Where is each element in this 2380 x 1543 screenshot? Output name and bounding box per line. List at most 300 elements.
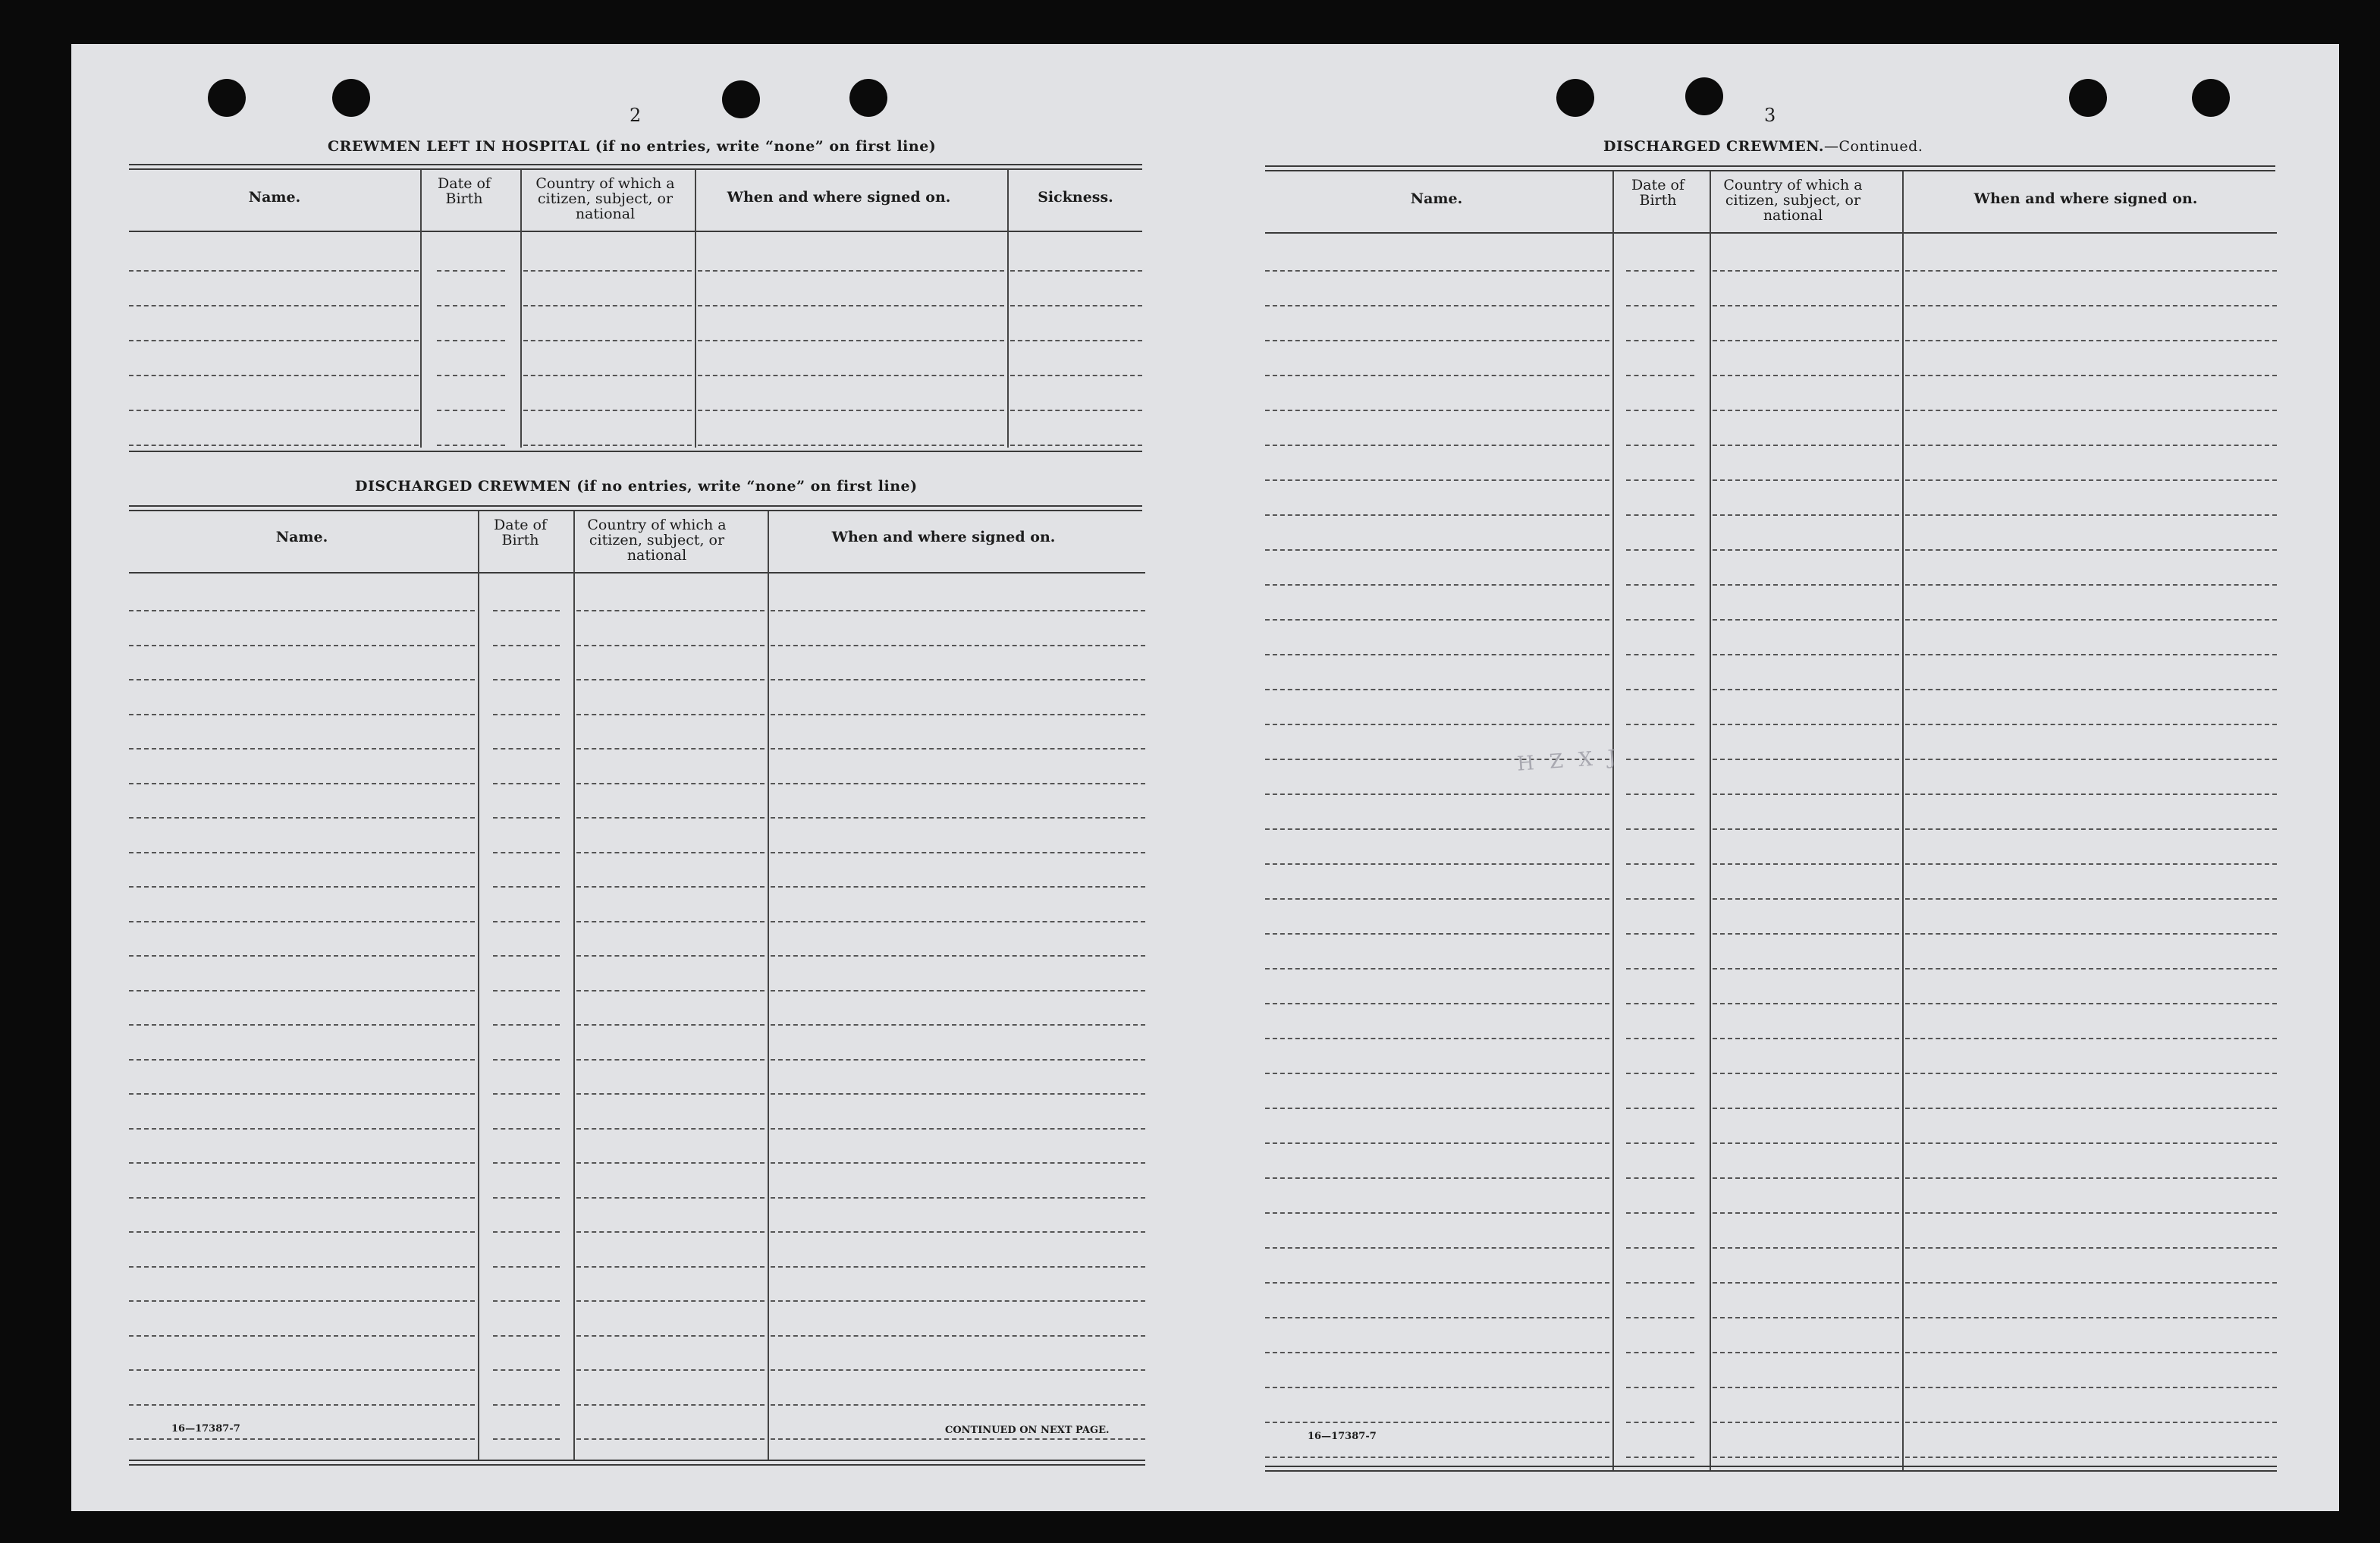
ruled-line (493, 817, 560, 819)
ruled-line (1265, 619, 1609, 621)
ruled-line (129, 714, 475, 715)
discharged-section-title (355, 478, 918, 495)
ruled-line (1265, 410, 1609, 411)
ruled-line (1713, 933, 1899, 935)
ruled-line (1713, 863, 1899, 865)
ruled-line (1713, 1073, 1899, 1074)
ruled-line (493, 1369, 560, 1371)
ruled-line (698, 445, 1004, 446)
ruled-line (1713, 619, 1899, 621)
continued-col-signed: When and where signed on. (1973, 190, 2198, 207)
ruled-line (523, 270, 692, 272)
discharged-col-dob: Date of Birth (494, 517, 547, 548)
ruled-line (1626, 445, 1694, 446)
ruled-line (129, 1404, 475, 1406)
continued-title-note: —Continued. (1824, 138, 1923, 155)
punch-hole (1685, 77, 1723, 115)
ruled-line (1626, 340, 1694, 341)
ruled-line (1010, 340, 1142, 341)
ruled-line (437, 410, 505, 411)
ruled-line (493, 783, 560, 784)
ruled-line (1905, 479, 2277, 481)
discharged-header-rule (129, 572, 1145, 574)
ruled-line (1265, 1038, 1609, 1039)
ruled-line (129, 955, 475, 957)
ruled-line (771, 886, 1145, 888)
ruled-line (1265, 793, 1609, 795)
ruled-line (1713, 514, 1899, 516)
ruled-line (1010, 410, 1142, 411)
ruled-line (1626, 1177, 1694, 1179)
ruled-line (1905, 270, 2277, 272)
ruled-line (129, 852, 475, 853)
ruled-line (1265, 898, 1609, 900)
ruled-line (1010, 375, 1142, 376)
ruled-line (576, 1024, 765, 1026)
ruled-line (1265, 584, 1609, 586)
ruled-line (1905, 828, 2277, 830)
ruled-line (1713, 1317, 1899, 1318)
ruled-line (493, 1404, 560, 1406)
page-number-right: 3 (1764, 105, 1776, 126)
ruled-line (1626, 828, 1694, 830)
ruled-line (576, 921, 765, 922)
ruled-line (1713, 1142, 1899, 1144)
ruled-line (1626, 689, 1694, 690)
ruled-line (1265, 1108, 1609, 1109)
ruled-line (771, 1438, 1145, 1440)
ruled-line (1265, 549, 1609, 551)
ruled-line (576, 852, 765, 853)
ruled-line (576, 1438, 765, 1440)
ruled-line (771, 1404, 1145, 1406)
discharged-col-country: Country of which a citizen, subject, or national (587, 517, 727, 564)
ruled-line (576, 1335, 765, 1337)
ruled-line (1713, 1212, 1899, 1214)
ruled-line (576, 610, 765, 611)
ruled-line (129, 1093, 475, 1095)
ruled-line (698, 305, 1004, 306)
ruled-line (1265, 1317, 1609, 1318)
hospital-top-rule-2 (129, 168, 1142, 170)
ruled-line (493, 645, 560, 646)
ruled-line (1626, 1247, 1694, 1249)
ruled-line (1265, 724, 1609, 725)
hospital-col-sickness: Sickness. (1038, 189, 1113, 206)
ruled-line (1265, 1422, 1609, 1423)
ruled-line (493, 1059, 560, 1061)
ruled-line (1626, 863, 1694, 865)
ruled-line (1626, 1422, 1694, 1423)
ruled-line (1905, 1317, 2277, 1318)
ruled-line (1713, 1247, 1899, 1249)
ruled-line (129, 340, 419, 341)
ruled-line (129, 445, 419, 446)
ruled-line (1905, 933, 2277, 935)
hospital-col-dob: Date of Birth (438, 175, 491, 207)
punch-hole (2069, 79, 2107, 117)
ruled-line (493, 990, 560, 991)
ruled-line (1905, 689, 2277, 690)
ruled-line (576, 1369, 765, 1371)
discharged-title-bold: DISCHARGED CREWMEN (355, 478, 572, 495)
discharged-title-note: (if no entries, write “none” on first line) (576, 478, 918, 495)
ruled-line (1713, 759, 1899, 760)
ruled-line (1626, 724, 1694, 725)
ruled-line (1713, 270, 1899, 272)
continued-top-rule (1265, 165, 2275, 167)
ruled-line (1626, 1282, 1694, 1284)
ruled-line (493, 852, 560, 853)
ruled-line (1626, 1387, 1694, 1388)
ruled-line (437, 375, 505, 376)
ruled-line (576, 1231, 765, 1233)
hospital-top-rule (129, 164, 1142, 165)
hospital-divider (1007, 170, 1009, 448)
ruled-line (1626, 270, 1694, 272)
continued-divider (1710, 171, 1711, 1470)
ruled-line (129, 817, 475, 819)
ruled-line (129, 783, 475, 784)
ruled-line (1265, 1457, 1609, 1458)
punch-hole (722, 80, 760, 118)
discharged-bottom-rule (129, 1460, 1145, 1461)
ruled-line (1905, 375, 2277, 376)
ruled-line (1626, 654, 1694, 655)
ruled-line (771, 783, 1145, 784)
ruled-line (1626, 410, 1694, 411)
ruled-line (771, 1300, 1145, 1302)
ruled-line (1905, 654, 2277, 655)
discharged-bottom-rule-2 (129, 1464, 1145, 1466)
document-sheet (71, 44, 2339, 1511)
ruled-line (129, 886, 475, 888)
ruled-line (771, 1197, 1145, 1199)
ruled-line (1905, 863, 2277, 865)
discharged-divider (478, 511, 479, 1460)
ruled-line (1010, 445, 1142, 446)
hospital-header-rule (129, 231, 1142, 232)
hospital-col-signed: When and where signed on. (727, 189, 951, 206)
ruled-line (1626, 305, 1694, 306)
ruled-line (1626, 1003, 1694, 1004)
ruled-line (1010, 270, 1142, 272)
ruled-line (771, 1231, 1145, 1233)
ruled-line (698, 270, 1004, 272)
ruled-line (771, 1128, 1145, 1130)
ruled-line (1265, 689, 1609, 690)
discharged-top-rule-2 (129, 510, 1142, 511)
ruled-line (1713, 1003, 1899, 1004)
ruled-line (1626, 933, 1694, 935)
ruled-line (1626, 1142, 1694, 1144)
ruled-line (1905, 1387, 2277, 1388)
ruled-line (493, 1438, 560, 1440)
ruled-line (576, 1266, 765, 1268)
ruled-line (1905, 898, 2277, 900)
ruled-line (771, 645, 1145, 646)
ruled-line (493, 1300, 560, 1302)
ruled-line (771, 1024, 1145, 1026)
ruled-line (129, 921, 475, 922)
ruled-line (1265, 1073, 1609, 1074)
ruled-line (437, 270, 505, 272)
hospital-col-country: Country of which a citizen, subject, or national (535, 175, 675, 222)
ruled-line (1713, 1422, 1899, 1423)
ruled-line (1713, 445, 1899, 446)
ruled-line (129, 610, 475, 611)
ruled-line (129, 1335, 475, 1337)
ruled-line (1265, 514, 1609, 516)
ruled-line (771, 955, 1145, 957)
ruled-line (1713, 968, 1899, 969)
ruled-line (1265, 1352, 1609, 1353)
ruled-line (576, 679, 765, 680)
ruled-line (1713, 793, 1899, 795)
ruled-line (129, 990, 475, 991)
ruled-line (1265, 863, 1609, 865)
ruled-line (523, 375, 692, 376)
continued-divider (1902, 171, 1904, 1470)
ruled-line (576, 817, 765, 819)
ruled-line (1713, 549, 1899, 551)
ruled-line (576, 955, 765, 957)
ruled-line (771, 748, 1145, 750)
ruled-line (1626, 968, 1694, 969)
faint-stamp: H Z X J (1516, 746, 1622, 776)
ruled-line (576, 990, 765, 991)
ruled-line (1713, 375, 1899, 376)
ruled-line (1905, 445, 2277, 446)
ruled-line (1265, 340, 1609, 341)
ruled-line (129, 1300, 475, 1302)
ruled-line (771, 852, 1145, 853)
discharged-divider (573, 511, 575, 1460)
ruled-line (493, 610, 560, 611)
ruled-line (523, 305, 692, 306)
ruled-line (1626, 584, 1694, 586)
ruled-line (1905, 1003, 2277, 1004)
continued-col-name: Name. (1410, 190, 1463, 207)
ruled-line (129, 305, 419, 306)
ruled-line (1626, 375, 1694, 376)
continued-bottom-rule (1265, 1466, 2277, 1467)
ruled-line (1626, 514, 1694, 516)
ruled-line (576, 714, 765, 715)
ruled-line (771, 1369, 1145, 1371)
ruled-line (1265, 270, 1609, 272)
punch-hole (849, 79, 887, 117)
punch-hole (332, 79, 370, 117)
ruled-line (1265, 1387, 1609, 1388)
ruled-line (1265, 305, 1609, 306)
ruled-line (1626, 759, 1694, 760)
ruled-line (1265, 1212, 1609, 1214)
ruled-line (1265, 654, 1609, 655)
ruled-line (1713, 828, 1899, 830)
ruled-line (1626, 1317, 1694, 1318)
ruled-line (1905, 1247, 2277, 1249)
ruled-line (1713, 584, 1899, 586)
ruled-line (1626, 1038, 1694, 1039)
ruled-line (1905, 1352, 2277, 1353)
ruled-line (1905, 410, 2277, 411)
ruled-line (1905, 1108, 2277, 1109)
ruled-line (493, 886, 560, 888)
ruled-line (1010, 305, 1142, 306)
ruled-line (1905, 793, 2277, 795)
ruled-line (1713, 1177, 1899, 1179)
ruled-line (771, 1093, 1145, 1095)
ruled-line (1713, 410, 1899, 411)
ruled-line (129, 410, 419, 411)
ruled-line (1905, 724, 2277, 725)
ruled-line (523, 445, 692, 446)
ruled-line (1265, 1177, 1609, 1179)
ruled-line (1905, 1142, 2277, 1144)
ruled-line (1905, 1457, 2277, 1458)
ruled-line (493, 748, 560, 750)
ruled-line (1713, 654, 1899, 655)
ruled-line (1265, 828, 1609, 830)
continued-title-bold: DISCHARGED CREWMEN. (1603, 138, 1825, 155)
ruled-line (576, 1059, 765, 1061)
ruled-line (576, 748, 765, 750)
ruled-line (1265, 375, 1609, 376)
ruled-line (698, 340, 1004, 341)
discharged-top-rule (129, 505, 1142, 507)
ruled-line (1626, 793, 1694, 795)
discharged-col-name: Name. (275, 529, 328, 545)
ruled-line (576, 1093, 765, 1095)
ruled-line (437, 305, 505, 306)
continued-section-title (1603, 138, 1923, 155)
ruled-line (129, 645, 475, 646)
ruled-line (576, 1128, 765, 1130)
ruled-line (437, 340, 505, 341)
ruled-line (1713, 1387, 1899, 1388)
ruled-line (1905, 1422, 2277, 1423)
ruled-line (129, 679, 475, 680)
ruled-line (698, 410, 1004, 411)
ruled-line (1713, 1108, 1899, 1109)
ruled-line (523, 340, 692, 341)
hospital-col-name: Name. (248, 189, 301, 206)
ruled-line (1905, 340, 2277, 341)
ruled-line (1265, 1282, 1609, 1284)
ruled-line (771, 817, 1145, 819)
ruled-line (1626, 1212, 1694, 1214)
continued-header-rule (1265, 232, 2277, 234)
discharged-col-signed: When and where signed on. (831, 529, 1056, 545)
discharged-divider (768, 511, 769, 1460)
ruled-line (1713, 1038, 1899, 1039)
ruled-line (1265, 1247, 1609, 1249)
ruled-line (576, 886, 765, 888)
ruled-line (771, 921, 1145, 922)
ruled-line (576, 645, 765, 646)
punch-hole (2192, 79, 2230, 117)
ruled-line (493, 1128, 560, 1130)
ruled-line (1905, 759, 2277, 760)
ruled-line (1713, 479, 1899, 481)
ruled-line (1626, 1073, 1694, 1074)
ruled-line (129, 375, 419, 376)
hospital-section-title (328, 138, 936, 155)
punch-hole (208, 79, 246, 117)
ruled-line (771, 1162, 1145, 1164)
ruled-line (493, 921, 560, 922)
hospital-divider (695, 170, 696, 448)
ruled-line (493, 1093, 560, 1095)
ruled-line (129, 1059, 475, 1061)
ruled-line (1265, 933, 1609, 935)
hospital-title-bold: CREWMEN LEFT IN HOSPITAL (328, 138, 590, 155)
ruled-line (1905, 1177, 2277, 1179)
ruled-line (1905, 1212, 2277, 1214)
ruled-line (129, 270, 419, 272)
ruled-line (771, 714, 1145, 715)
ruled-line (771, 1059, 1145, 1061)
ruled-line (1626, 898, 1694, 900)
ruled-line (1713, 1352, 1899, 1353)
ruled-line (1626, 619, 1694, 621)
hospital-title-note: (if no entries, write “none” on first line) (595, 138, 937, 155)
ruled-line (1713, 1457, 1899, 1458)
ruled-line (1713, 898, 1899, 900)
ruled-line (129, 1231, 475, 1233)
ruled-line (1905, 619, 2277, 621)
ruled-line (129, 1266, 475, 1268)
ruled-line (1626, 479, 1694, 481)
ruled-line (1905, 549, 2277, 551)
hospital-bottom-rule (129, 451, 1142, 452)
ruled-line (1265, 1142, 1609, 1144)
ruled-line (1905, 1073, 2277, 1074)
ruled-line (576, 783, 765, 784)
continued-note: CONTINUED ON NEXT PAGE. (945, 1425, 1110, 1436)
ruled-line (698, 375, 1004, 376)
ruled-line (129, 1369, 475, 1371)
ruled-line (493, 1024, 560, 1026)
ruled-line (129, 748, 475, 750)
ruled-line (771, 1266, 1145, 1268)
continued-col-dob: Date of Birth (1631, 177, 1685, 209)
ruled-line (493, 1197, 560, 1199)
page-number-left: 2 (630, 105, 642, 126)
ruled-line (1265, 1003, 1609, 1004)
ruled-line (493, 1266, 560, 1268)
ruled-line (493, 1335, 560, 1337)
continued-divider (1612, 171, 1614, 1470)
ruled-line (1265, 479, 1609, 481)
ruled-line (771, 990, 1145, 991)
ruled-line (1265, 968, 1609, 969)
ruled-line (129, 1438, 475, 1440)
ruled-line (1713, 1282, 1899, 1284)
ruled-line (437, 445, 505, 446)
ruled-line (771, 1335, 1145, 1337)
form-number-left: 16—17387-7 (171, 1423, 240, 1435)
ruled-line (576, 1300, 765, 1302)
ruled-line (1626, 1352, 1694, 1353)
ruled-line (1713, 340, 1899, 341)
ruled-line (493, 679, 560, 680)
ruled-line (1713, 724, 1899, 725)
ruled-line (1626, 1108, 1694, 1109)
ruled-line (129, 1197, 475, 1199)
continued-col-country: Country of which a citizen, subject, or national (1723, 177, 1863, 224)
